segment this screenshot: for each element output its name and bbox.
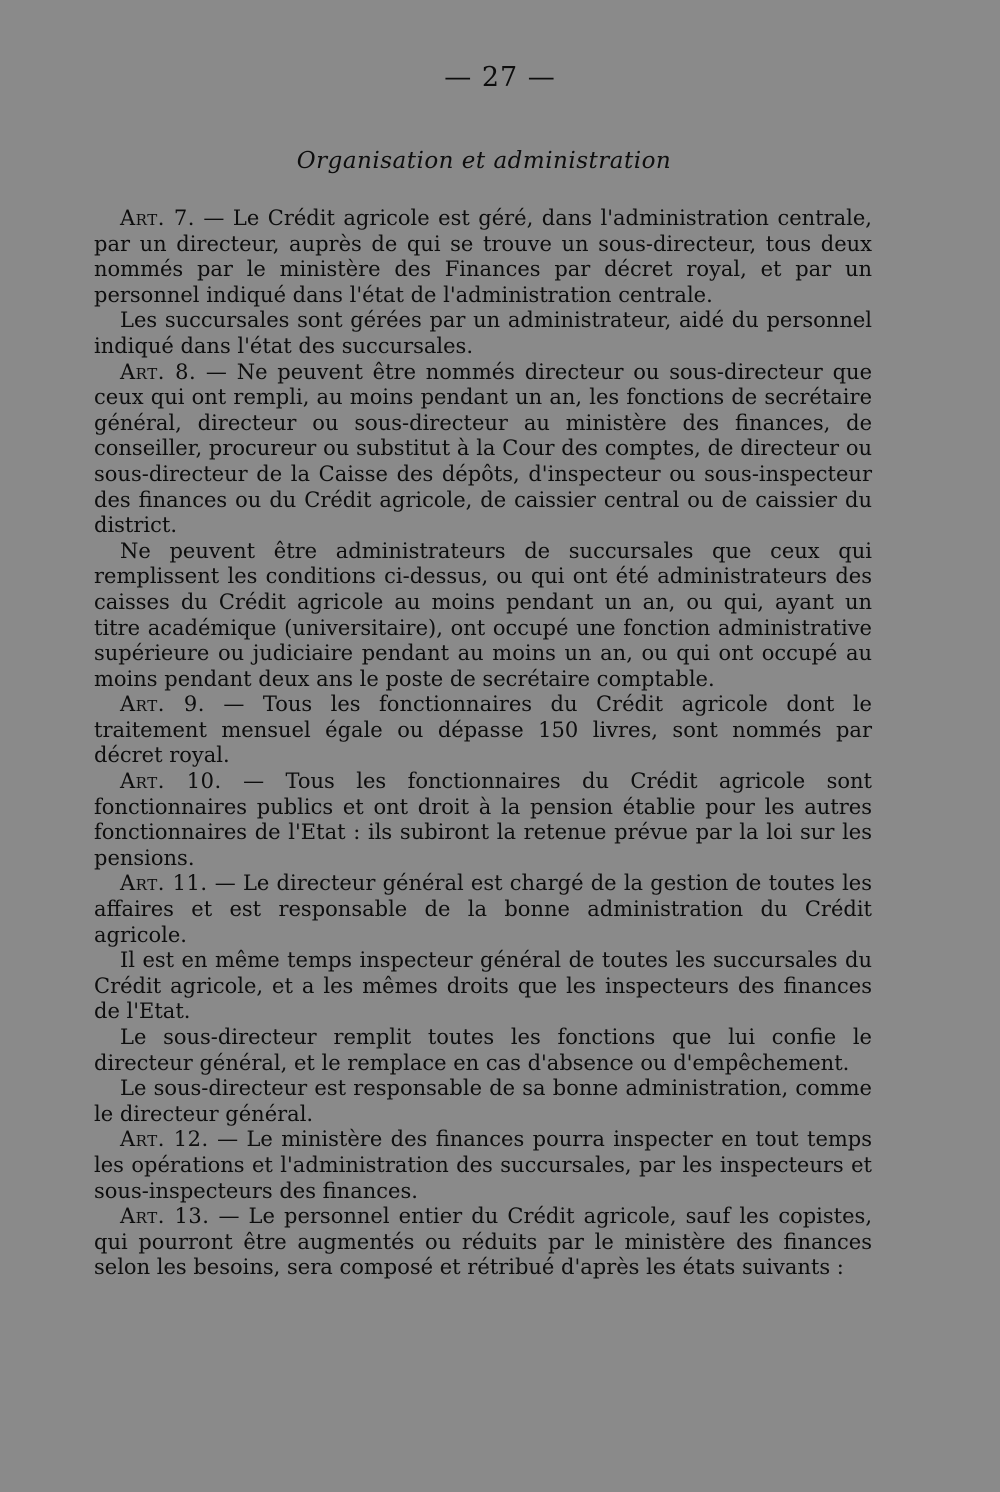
paragraph-text: Ne peuvent être administrateurs de succursales que ceux qui remplissent les conditions ci-dessus, ou qui ont été administrateurs des caisses du Crédit agricole au moins pendant un an, ou qui, ayant un titre académique (universitaire), ont occupé une fonction administrative supérieure ou judiciaire pendant au moins un an, ou qui ont occupé au moins pendant deux ans le poste de secrétaire comptable.	[94, 538, 872, 691]
article-number: Art. 8.	[120, 359, 197, 384]
paragraph	[94, 308, 872, 359]
article-number: Art. 11.	[120, 871, 208, 896]
paragraph-text: — Le personnel entier du Crédit agricole, sauf les copistes, qui pourront être augmentés ou réduits par le ministère des finances selon les besoins, sera composé et rétribué d'après les états suivants :	[94, 1204, 872, 1280]
paragraph-text: — Ne peuvent être nommés directeur ou sous-directeur que ceux qui ont rempli, au moins pendant un an, les fonctions de secrétaire général, directeur ou sous-directeur au ministère des finances, de conseiller, procureur ou substitut à la Cour des comptes, de directeur ou sous-directeur de la Caisse des dépôts, d'inspecteur ou sous-inspecteur des finances ou du Crédit agricole, de caissier central ou de caissier du district.	[94, 359, 872, 538]
article-number: Art. 9.	[120, 692, 205, 717]
article-number: Art. 7.	[120, 206, 195, 230]
paragraph-art-12	[94, 1127, 872, 1204]
paragraph-art-9	[94, 692, 872, 769]
paragraph-text: — Le ministère des finances pourra inspecter en tout temps les opérations et l'administration des succursales, par les inspecteurs et sous-inspecteurs des finances.	[94, 1127, 873, 1203]
paragraph-text: — Tous les fonctionnaires du Crédit agricole dont le traitement mensuel égale ou dépasse 150 livres, sont nommés par décret royal.	[94, 692, 872, 768]
paragraph	[94, 1076, 872, 1127]
paragraph	[94, 539, 872, 693]
paragraph-art-11	[94, 871, 872, 948]
paragraph-text: — Tous les fonctionnaires du Crédit agricole sont fonctionnaires publics et ont droit à la pension établie pour les autres fonctionnaires de l'Etat : ils subiront la retenue prévue par la loi sur les pensions.	[94, 769, 872, 870]
paragraph	[94, 948, 872, 1025]
paragraph	[94, 1025, 872, 1076]
paragraph-text: Le sous-directeur est responsable de sa bonne administration, comme le directeur général.	[94, 1076, 872, 1126]
paragraph-text: Les succursales sont gérées par un administrateur, aidé du personnel indiqué dans l'état des succursales.	[94, 308, 872, 358]
article-number: Art. 10.	[120, 769, 222, 794]
body-text	[94, 206, 872, 1281]
paragraph-art-7	[94, 206, 872, 308]
paragraph-art-8	[94, 360, 872, 539]
paragraph-art-13	[94, 1204, 872, 1281]
article-number: Art. 13.	[120, 1204, 210, 1229]
page-number: — 27 —	[444, 62, 556, 93]
paragraph-text: Il est en même temps inspecteur général de toutes les succursales du Crédit agricole, et a les mêmes droits que les inspecteurs des finances de l'Etat.	[94, 948, 872, 1024]
section-title: Organisation et administration	[296, 148, 672, 174]
paragraph-text: — Le directeur général est chargé de la gestion de toutes les affaires et est responsable de la bonne administration du Crédit agricole.	[94, 871, 872, 947]
paragraph-text: Le sous-directeur remplit toutes les fonctions que lui confie le directeur général, et le remplace en cas d'absence ou d'empêchement.	[94, 1025, 872, 1075]
paragraph-art-10	[94, 769, 872, 871]
paragraph-text: — Le Crédit agricole est géré, dans l'administration centrale, par un directeur, auprès de qui se trouve un sous-directeur, tous deux nommés par le ministère des Finances par décret royal, et par un personnel indiqué dans l'état de l'administration centrale.	[94, 206, 872, 307]
article-number: Art. 12.	[120, 1127, 209, 1152]
